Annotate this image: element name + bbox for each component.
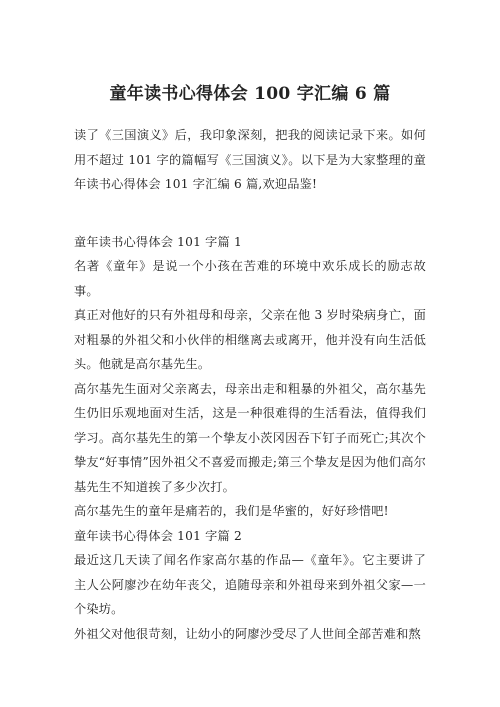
section-heading-2: 童年读书心得体会 101 字篇 2 [74,528,242,543]
paragraph: 高尔基先生的童年是痛若的，我们是华蜜的，好好珍惜吧! [74,504,389,518]
intro-paragraph: 读了《三国演义》后，我印象深刻，把我的阅读记录下来。如何用不超过 101 字的篇幅写《三国演义》。以下是为大家整理的童年读书心得体会 101 字汇编 6 篇,欢迎品鉴! [74,128,426,191]
section-heading-1: 童年读书心得体会 101 字篇 1 [74,234,242,249]
paragraph: 真正对他好的只有外祖母和母亲，父亲在他 3 岁时染病身亡，面对粗暴的外祖父和小伙伴的相继离去或离开，他并没有向生活低头。他就是高尔基先生。 [74,308,426,371]
paragraph: 名著《童年》是说一个小孩在苦难的环境中欢乐成长的励志故事。 [74,259,426,298]
paragraph: 最近这几天读了闻名作家高尔基的作品—《童年》。它主要讲了主人公阿廖沙在幼年丧父，追随母亲和外祖母来到外祖父家—一个染坊。 [74,553,426,616]
document-title: 童年读书心得体会 100 字汇编 6 篇 [109,84,391,104]
paragraph: 高尔基先生面对父亲离去，母亲出走和粗暴的外祖父，高尔基先生仍旧乐观地面对生活，这是一种很难得的生活看法，值得我们学习。高尔基先生的第一个挚友小茨冈因吞下钉子而死亡;其次个挚友“好事情”因外祖父不喜爱而搬走;第三个挚友是因为他们高尔基先生不知道挨了多少次打。 [74,381,426,494]
paragraph: 外祖父对他很苛刻，让幼小的阿廖沙受尽了人世间全部苦难和熬 [74,626,421,641]
